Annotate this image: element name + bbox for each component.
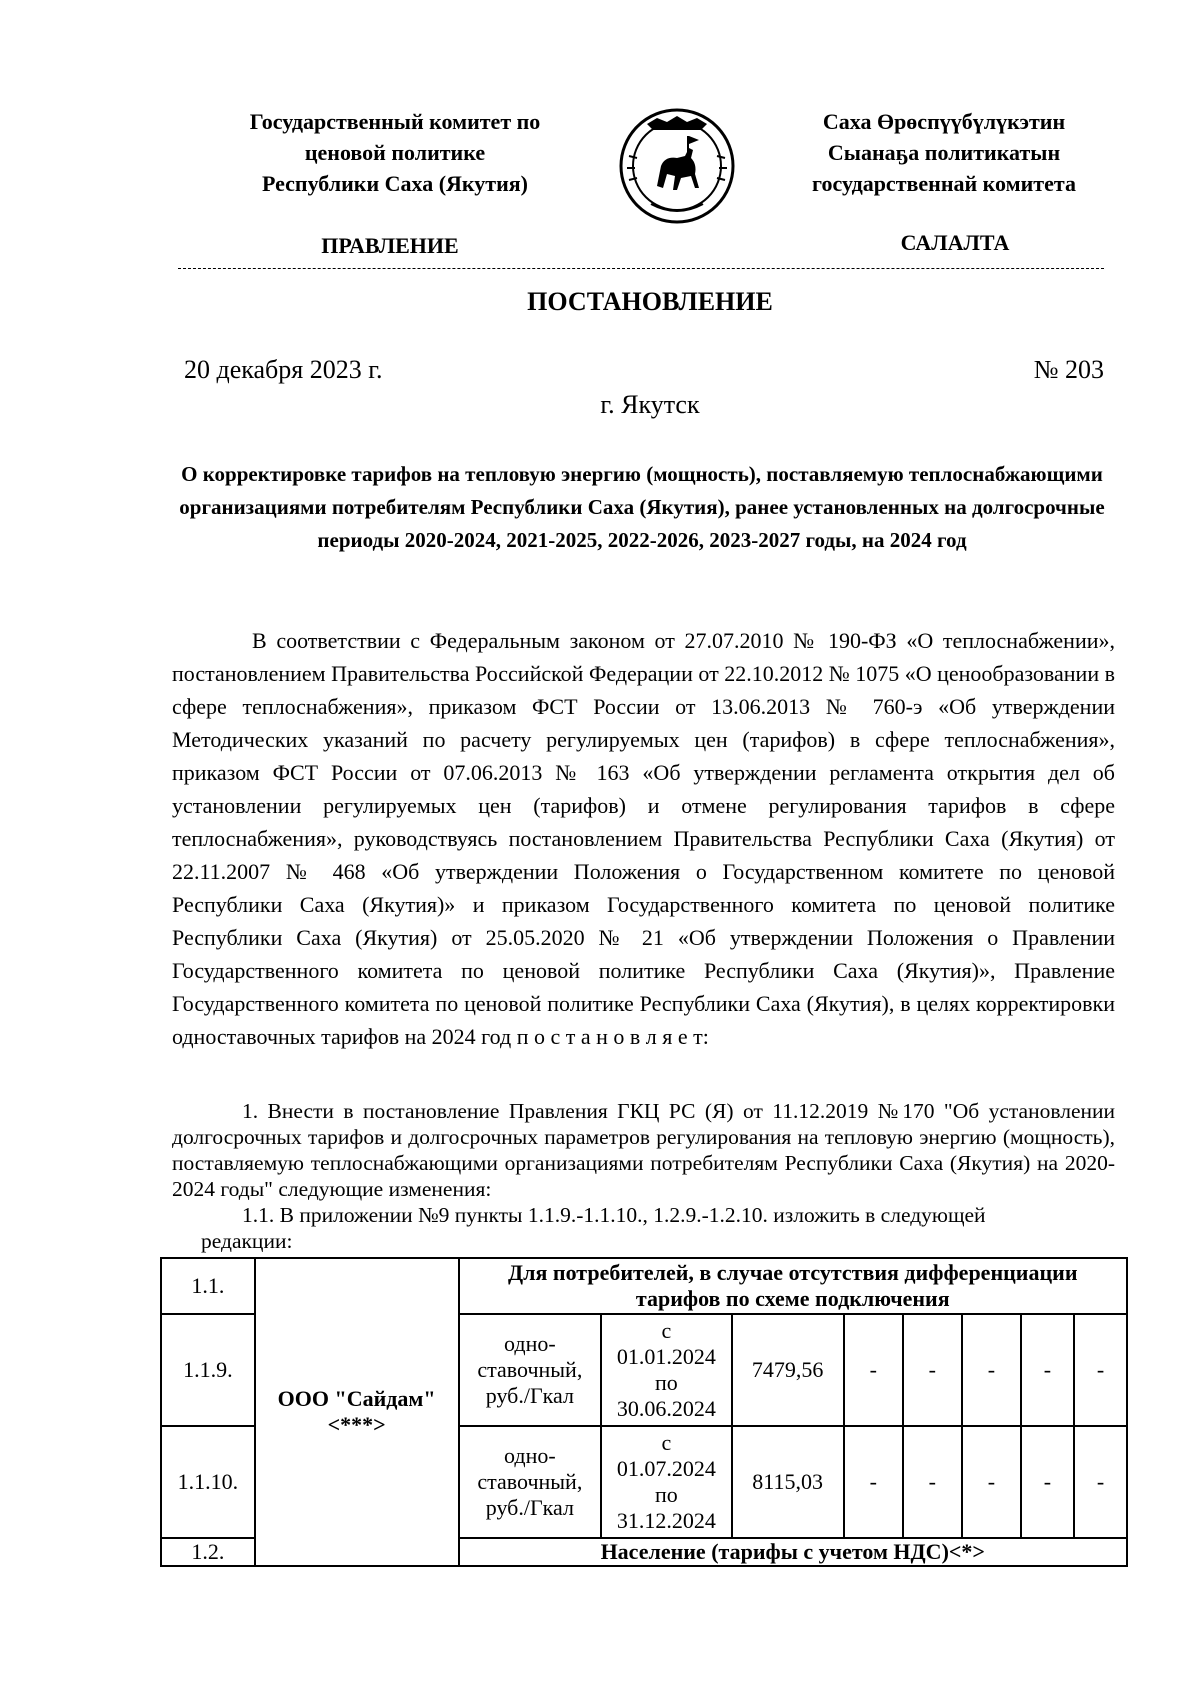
section-right-title: САЛАЛТА (900, 230, 1010, 255)
document-number: № 203 (1033, 355, 1104, 384)
header-right-line: Сыанаҕа политикатын (827, 140, 1061, 165)
dash-cell: - (1074, 1314, 1127, 1426)
tariff-type-line: руб./Гкал (485, 1383, 574, 1408)
dash-cell: - (1021, 1426, 1074, 1538)
table-row (161, 1258, 1127, 1314)
row-number: 1.1.10. (161, 1426, 255, 1538)
tariff-type-line: ставочный, (477, 1357, 583, 1382)
dash-cell: - (903, 1426, 962, 1538)
period-line: с (661, 1318, 672, 1343)
tariff-period (601, 1426, 731, 1538)
item-1-1-paragraph: 1.1. В приложении №9 пункты 1.1.9.-1.1.10., 1.2.9.-1.2.10. изложить в следующей (242, 1203, 986, 1227)
header-left-line: Республики Саха (Якутия) (261, 171, 529, 196)
period-line: 30.06.2024 (616, 1396, 716, 1421)
period-line: 01.01.2024 (616, 1344, 716, 1369)
dashed-divider (178, 268, 1104, 269)
row-number: 1.2. (161, 1538, 255, 1566)
tariff-type-line: руб./Гкал (485, 1495, 574, 1520)
tariff-period (601, 1314, 731, 1426)
dash-cell: - (962, 1426, 1021, 1538)
header-right-line: государственнай комитета (812, 171, 1076, 196)
tariff-table (160, 1257, 1128, 1567)
coat-of-arms-emblem (617, 106, 737, 226)
period-line: по (655, 1370, 678, 1395)
document-type-title: ПОСТАНОВЛЕНИЕ (527, 287, 773, 316)
period-line: 31.12.2024 (616, 1508, 716, 1533)
row-number: 1.1.9. (161, 1314, 255, 1426)
header-left-line: ценовой политике (304, 140, 486, 165)
dash-cell: - (903, 1314, 962, 1426)
period-line: 01.07.2024 (616, 1456, 716, 1481)
document-date: 20 декабря 2023 г. (184, 355, 383, 384)
header-left (200, 106, 590, 199)
document-subject: О корректировке тарифов на тепловую энергию (мощность), поставляемую теплоснабжающими организациями потребителям Республики Саха (Якутия), ранее установленных на долгосрочные периоды 2020-2024, 2021-2025, 2022-2026, 2023-2027 годы, на 2024 год (179, 462, 1105, 552)
group-header: Население (тарифы с учетом НДС)<*> (459, 1538, 1127, 1566)
tariff-type (459, 1426, 602, 1538)
header-right-line: Саха Өрөспүүбүлүкэтин (822, 109, 1066, 134)
tariff-value: 7479,56 (732, 1314, 844, 1426)
document-city: г. Якутск (600, 390, 700, 419)
tariff-type (459, 1314, 602, 1426)
item-1-1-paragraph-end: редакции: (201, 1229, 293, 1253)
period-line: с (661, 1430, 672, 1455)
organization-name: ООО "Сайдам" (277, 1386, 436, 1411)
group-header: Для потребителей, в случае отсутствия дифференциации тарифов по схеме подключения (459, 1258, 1127, 1314)
header-left-line: Государственный комитет по (249, 109, 541, 134)
preamble-paragraph: В соответствии с Федеральным законом от 27.07.2010 № 190-ФЗ «О теплоснабжении», постановлением Правительства Российской Федерации от 22.10.2012 № 1075 «О ценообразовании в сфере теплоснабжения», приказом ФСТ России от 13.06.2013 № 760-э «Об утверждении Методических указаний по расчету регулируемых цен (тарифов) в сфере теплоснабжения», приказом ФСТ России от 07.06.2013 № 163 «Об утверждении регламента открытия дел об установлении регулируемых цен (тарифов) и отмене регулирования тарифов в сфере теплоснабжения», руководствуясь постановлением Правительства Республики Саха (Якутия) от 22.11.2007 № 468 «Об утверждении Положения о Государственном комитете по ценовой Республики Саха (Якутия)» и приказом Государственного комитета по ценовой политике Республики Саха (Якутия) от 25.05.2020 № 21 «Об утверждении Положения о Правлении Государственного комитета по ценовой политике Республики Саха (Якутия)», Правление Государственного комитета по ценовой политике Республики Саха (Якутия), в целях корректировки одноставочных тарифов на 2024 год п о с т а н о в л я е т: (172, 628, 1115, 1049)
item-1-paragraph: 1. Внести в постановление Правления ГКЦ РС (Я) от 11.12.2019 №170 "Об установлении долгосрочных тарифов и долгосрочных параметров регулирования на тепловую энергию (мощность), поставляемую теплоснабжающими организациями потребителям Республики Саха (Якутия) на 2020-2024 годы" следующие изменения: (172, 1099, 1115, 1201)
organization-note: <***> (327, 1412, 386, 1437)
tariff-type-line: ставочный, (477, 1469, 583, 1494)
dash-cell: - (1074, 1426, 1127, 1538)
dash-cell: - (962, 1314, 1021, 1426)
dash-cell: - (844, 1314, 903, 1426)
header-right (758, 106, 1130, 199)
dash-cell: - (1021, 1314, 1074, 1426)
tariff-value: 8115,03 (732, 1426, 844, 1538)
tariff-type-line: одно- (504, 1331, 556, 1356)
dash-cell: - (844, 1426, 903, 1538)
section-left-title: ПРАВЛЕНИЕ (321, 233, 459, 258)
organization-cell (255, 1258, 459, 1566)
row-number: 1.1. (161, 1258, 255, 1314)
tariff-type-line: одно- (504, 1443, 556, 1468)
period-line: по (655, 1482, 678, 1507)
